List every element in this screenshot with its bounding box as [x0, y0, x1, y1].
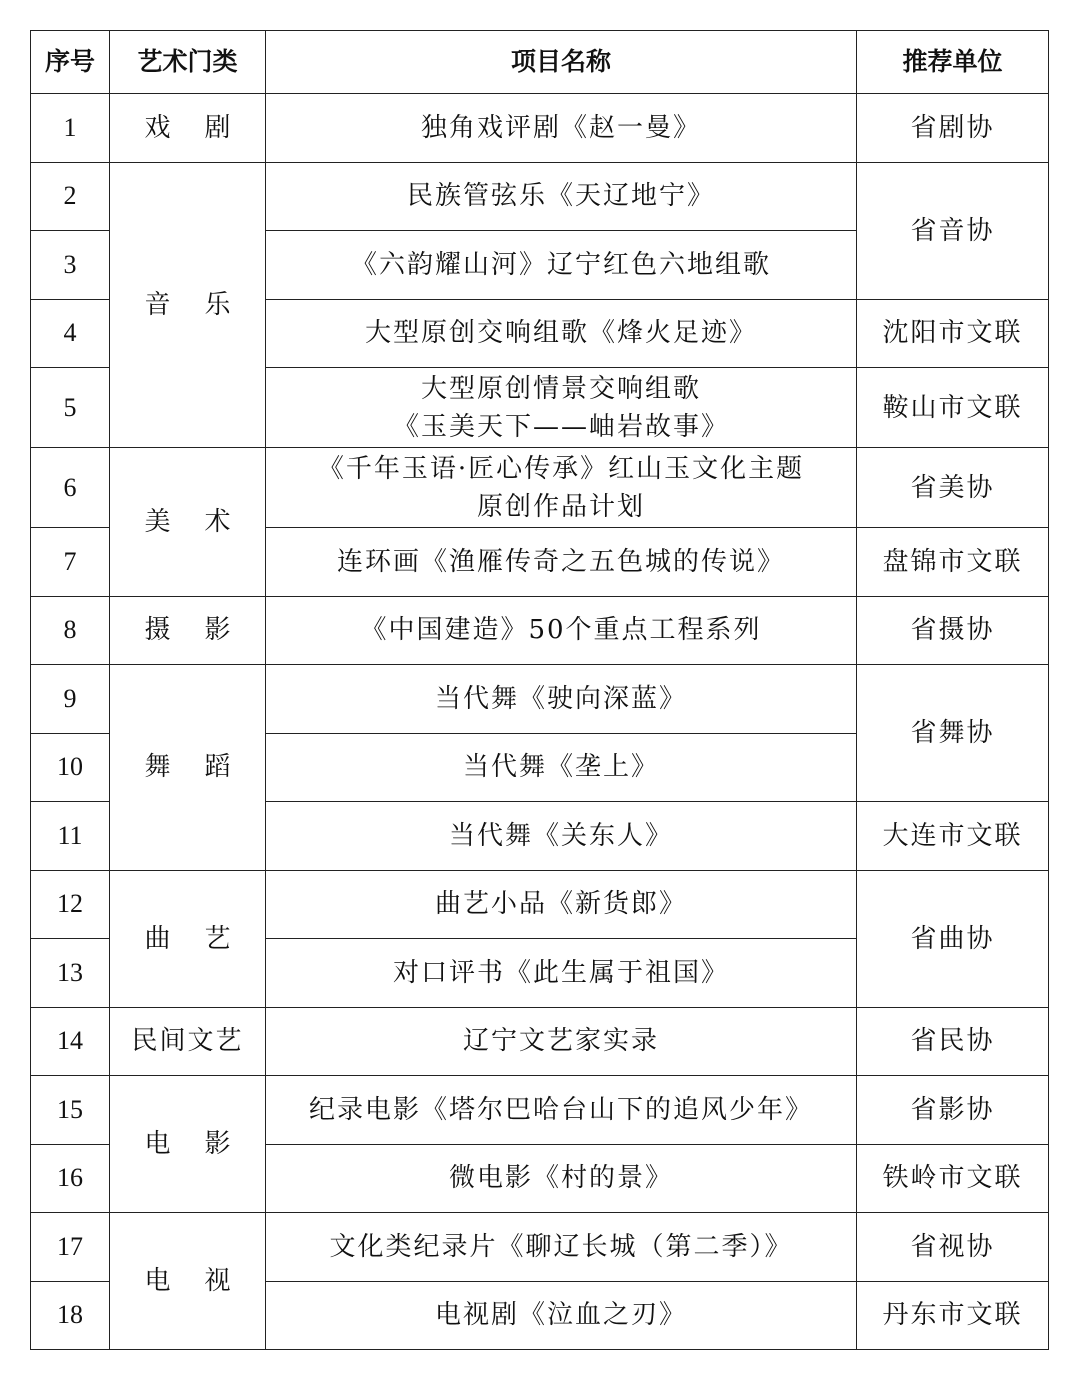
category-cell	[110, 665, 266, 871]
project-name-line: 原创作品计划	[476, 491, 645, 522]
header-unit: 推荐单位	[857, 31, 1049, 94]
recommending-unit: 省音协	[857, 162, 1049, 299]
recommending-unit: 省摄协	[857, 596, 1049, 665]
project-name: 连环画《渔雁传奇之五色城的传说》	[266, 528, 857, 597]
row-num: 15	[31, 1076, 110, 1145]
category-label: 曲艺	[144, 923, 265, 954]
category-label: 戏剧	[144, 112, 265, 143]
category-label: 电影	[144, 1129, 265, 1159]
category-label: 音乐	[144, 289, 265, 320]
category-cell	[110, 1213, 266, 1350]
recommending-unit: 省剧协	[857, 94, 1049, 163]
project-name: 当代舞《垄上》	[266, 733, 857, 802]
row-num: 5	[31, 368, 110, 448]
recommending-unit: 丹东市文联	[857, 1281, 1049, 1350]
project-name: 对口评书《此生属于祖国》	[266, 939, 857, 1008]
project-name: 文化类纪录片《聊辽长城（第二季）》	[266, 1213, 857, 1282]
project-name: 大型原创交响组歌《烽火足迹》	[266, 299, 857, 368]
recommending-unit: 省民协	[857, 1007, 1049, 1076]
recommending-unit: 省视协	[857, 1213, 1049, 1282]
table-row	[31, 596, 1049, 665]
row-num: 6	[31, 448, 110, 528]
row-num: 4	[31, 299, 110, 368]
table-row	[31, 94, 1049, 163]
category-label: 电视	[144, 1266, 265, 1296]
recommending-unit: 大连市文联	[857, 802, 1049, 871]
project-name-line: 《千年玉语·匠心传承》红山玉文化主题	[317, 453, 805, 484]
project-name: 民族管弦乐《天辽地宁》	[266, 162, 857, 231]
project-name: 微电影《村的景》	[266, 1144, 857, 1213]
row-num: 9	[31, 665, 110, 734]
header-num: 序号	[31, 31, 110, 94]
row-num: 18	[31, 1281, 110, 1350]
row-num: 12	[31, 870, 110, 939]
header-name: 项目名称	[266, 31, 857, 94]
category-label: 舞蹈	[144, 752, 265, 783]
category-label: 美术	[144, 506, 265, 537]
row-num: 3	[31, 231, 110, 300]
category-cell	[110, 1007, 266, 1076]
project-name	[266, 368, 857, 448]
project-table	[30, 30, 1049, 1350]
recommending-unit: 鞍山市文联	[857, 368, 1049, 448]
table-row	[31, 665, 1049, 734]
project-name-line: 大型原创情景交响组歌	[420, 373, 701, 404]
recommending-unit: 沈阳市文联	[857, 299, 1049, 368]
recommending-unit: 省影协	[857, 1076, 1049, 1145]
project-name: 纪录电影《塔尔巴哈台山下的追风少年》	[266, 1076, 857, 1145]
row-num: 13	[31, 939, 110, 1008]
row-num: 7	[31, 528, 110, 597]
project-name: 电视剧《泣血之刃》	[266, 1281, 857, 1350]
category-cell	[110, 1076, 266, 1213]
table-row	[31, 1213, 1049, 1282]
row-num: 1	[31, 94, 110, 163]
project-name: 曲艺小品《新货郎》	[266, 870, 857, 939]
project-name-line: 《玉美天下——岫岩故事》	[392, 411, 729, 442]
table-row	[31, 448, 1049, 528]
project-name: 《中国建造》50个重点工程系列	[266, 596, 857, 665]
category-cell	[110, 94, 266, 163]
category-cell	[110, 162, 266, 448]
category-cell	[110, 870, 266, 1007]
category-cell	[110, 596, 266, 665]
recommending-unit: 铁岭市文联	[857, 1144, 1049, 1213]
recommending-unit: 省舞协	[857, 665, 1049, 802]
category-label: 民间文艺	[131, 1026, 244, 1057]
recommending-unit: 省美协	[857, 448, 1049, 528]
row-num: 16	[31, 1144, 110, 1213]
row-num: 2	[31, 162, 110, 231]
project-name: 独角戏评剧《赵一曼》	[266, 94, 857, 163]
row-num: 8	[31, 596, 110, 665]
row-num: 10	[31, 733, 110, 802]
category-label: 摄影	[144, 615, 265, 646]
row-num: 17	[31, 1213, 110, 1282]
table-row	[31, 1007, 1049, 1076]
project-name: 当代舞《关东人》	[266, 802, 857, 871]
header-row	[31, 31, 1049, 94]
project-name: 当代舞《驶向深蓝》	[266, 665, 857, 734]
header-category: 艺术门类	[110, 31, 266, 94]
recommending-unit: 盘锦市文联	[857, 528, 1049, 597]
project-name: 辽宁文艺家实录	[266, 1007, 857, 1076]
table-row	[31, 1076, 1049, 1145]
table-row	[31, 870, 1049, 939]
project-name: 《六韵耀山河》辽宁红色六地组歌	[266, 231, 857, 300]
recommending-unit: 省曲协	[857, 870, 1049, 1007]
category-cell	[110, 448, 266, 597]
row-num: 14	[31, 1007, 110, 1076]
row-num: 11	[31, 802, 110, 871]
table-row	[31, 162, 1049, 231]
project-name	[266, 448, 857, 528]
